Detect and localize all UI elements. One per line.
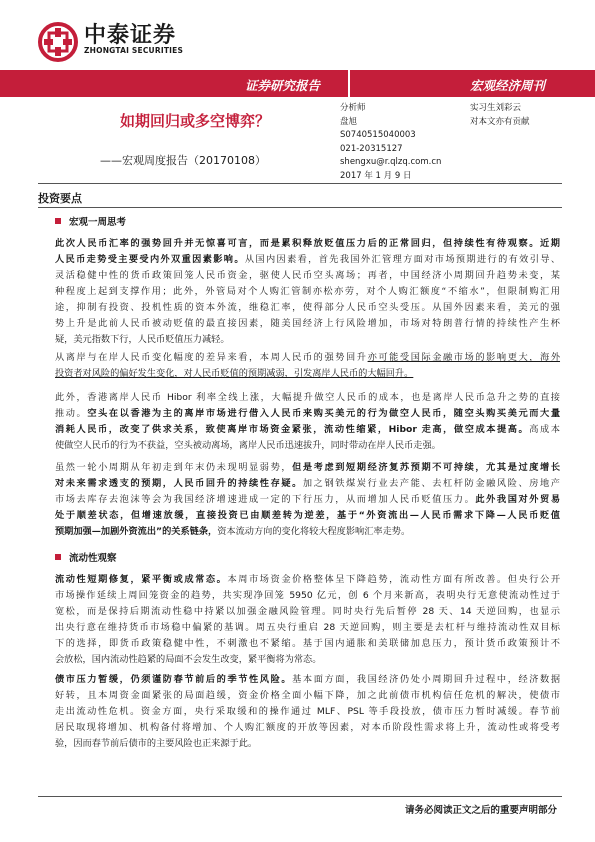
body-text: 本周市场资金价格整体呈下降趋势，流动性方面有所改善。但央行公开 [227, 574, 561, 585]
text-line [55, 390, 560, 406]
body-text: 下的选择，即货币政策稳健中性，不刺激也不紧缩。基于国内通胀和美联储加息压力，预计货币政策预计不 [55, 638, 560, 649]
text-line [55, 406, 560, 422]
text-line [55, 438, 560, 454]
body-text: 出央行意在维持货币市场稳中偏紧的基调。周五央行重启 28 天逆回购，则主要是去杠杆与维持流动性双目标 [55, 622, 560, 633]
underlined-text: 亦可能受国际金融市场的影响更大，海外 [367, 352, 561, 363]
bold-text: 对未来需求透支的预期，人民币回升的持续性存疑。 [55, 478, 303, 489]
company-name-en: ZHONGTAI SECURITIES [84, 46, 184, 55]
body-text: 验，因而春节前后债市的主要风险也正来源于此。 [55, 738, 258, 749]
title-divider [38, 183, 562, 184]
assistant-note: 对本文亦有贡献 [470, 116, 530, 127]
text-line [55, 524, 560, 540]
text-line [55, 316, 560, 332]
analyst-license: S0740515040003 [340, 130, 416, 140]
body-text: 走出流动性危机。资金方面，央行采取缓和的操作通过 MLF、PSL 等手段投放，债市压力暂时减缓。春节前 [55, 706, 560, 717]
body-text: 推动。 [55, 408, 88, 419]
text-line [55, 620, 560, 636]
assistant-info [470, 102, 530, 129]
text-line [55, 636, 560, 652]
assistant-role: 实习生刘彩云 [470, 103, 522, 113]
paragraph [55, 460, 560, 540]
company-name-cn: 中泰证券 [84, 23, 177, 48]
bold-text: 人民币走势受主要受内外双重因素影响。 [55, 254, 245, 265]
footer-disclaimer: 请务必阅读正文之后的重要声明部分 [404, 805, 557, 816]
body-text: 资本流动方向的变化将较大程度影响汇率走势。 [217, 526, 411, 537]
section-divider [38, 207, 562, 208]
body-text: 虽然一轮小周期从年初走到年末仍未现明显弱势， [55, 462, 293, 473]
text-line [55, 492, 560, 508]
paragraph [55, 236, 560, 348]
text-line [55, 672, 560, 688]
body-text: 宽松，而是保持后期流动性稳中持紧以加强金融风险管理。同时央行先后暂停 28 天、14 天逆回购，也显示 [55, 606, 560, 617]
bullet-square-icon [55, 218, 61, 224]
report-date: 2017 年 1 月 9 日 [340, 170, 412, 181]
text-line [55, 252, 560, 268]
body-text: 途，抑制有投资、投机性质的资本外流，维稳汇率，使得部分人民币空头受压。从国外因素来看，美元的强 [55, 302, 560, 313]
bullet-heading: 流动性观察 [55, 550, 117, 564]
body-text: 疑，美元指数下行，人民币贬值压力减轻。 [55, 334, 230, 345]
analyst-info [340, 102, 441, 183]
bold-text: 流动性短期修复，紧平衡或成常态。 [55, 574, 228, 585]
report-series: 宏观经济周刊 [470, 78, 546, 93]
text-line [55, 366, 560, 382]
body-text: 加之钢铁煤炭行业去产能、去杠杆防金融风险、房地产 [302, 478, 560, 489]
bold-text: 债市压力暂缓，仍须谨防春节前后的季节性风险。 [55, 674, 293, 685]
body-text: 使做空人民币的行为不获益，空头被动离场，离岸人民币迅速拔升，同时带动在岸人民币走强。 [55, 440, 441, 451]
body-text: 好转，且本周资金面紧张的局面趋缓，资金价格全面小幅下降，加之此前债市机构信任危机的解决，使债市 [55, 690, 560, 701]
report-title: 如期回归或多空博弈？ [120, 112, 271, 130]
analyst-role: 分析师 [340, 103, 366, 113]
text-line [55, 284, 560, 300]
underlined-text: 投资者对风险的偏好发生变化，对人民币贬值的预期减弱，引发离岸人民币的大幅回升。 [55, 368, 414, 379]
text-line [55, 688, 560, 704]
bold-text: 此外我国对外贸易 [475, 494, 561, 505]
bullet-heading: 宏观一周思考 [55, 214, 126, 228]
text-line [55, 476, 560, 492]
text-line [55, 572, 560, 588]
text-line [55, 736, 560, 752]
paragraph [55, 672, 560, 752]
body-text: 种程度上起到支撑作用；此外，外管局对个人购汇管制亦松亦劳，对个人购汇额度“不缩水”，但限制购汇用 [55, 286, 560, 297]
text-line [55, 720, 560, 736]
section-title: 投资要点 [38, 192, 82, 205]
text-line [55, 332, 560, 348]
text-line [55, 704, 560, 720]
text-line [55, 268, 560, 284]
bold-text: 消耗人民币，改变了供求关系，致使离岸市场资金紧张，流动性缩紧，Hibor 走高，做空成本提高。 [55, 424, 530, 435]
body-text: 居民取现将增加、机构备付将增加、个人购汇额度的开放等因素，对本币阶段性需求将上升，流动性或将受考 [55, 722, 560, 733]
paragraph [55, 390, 560, 454]
body-text: 灵活稳健中性的货币政策回笼人民币资金，驱使人民币空头离场；再者，中国经济小周期回升趋势未变，某 [55, 270, 560, 281]
paragraph [55, 350, 560, 382]
text-line [55, 236, 560, 252]
text-line [55, 422, 560, 438]
bold-text: 空头在以香港为主的离岸市场进行借入人民币来购买美元的行为做空人民币，随空头购买美元而大量 [87, 408, 561, 419]
paragraph [55, 572, 560, 668]
text-line [55, 604, 560, 620]
text-line [55, 460, 560, 476]
bullet-square-icon [55, 554, 61, 560]
banner-divider [348, 70, 350, 97]
body-text: 会放松，国内流动性趋紧的局面不会发生改变，紧平衡将为常态。 [55, 654, 322, 665]
text-line [55, 652, 560, 668]
bold-text: 此次人民币汇率的强势回升并无惊喜可言，而是累积释放贬值压力后的正常回归，但持续性有待观察。近期 [55, 238, 560, 249]
body-text: 市场去库存去泡沫等会为我国经济增速进成一定的下行压力，从而增加人民币贬值压力。 [55, 494, 476, 505]
text-line [55, 350, 560, 366]
text-line [55, 508, 560, 524]
report-subtitle: ——宏观周度报告（20170108） [100, 154, 266, 167]
body-text: 从国内因素看，首先我国外汇管理方面对市场预期进行的有效引导、 [244, 254, 561, 265]
text-line [55, 588, 560, 604]
report-category: 证券研究报告 [245, 78, 321, 93]
bold-text: 但是考虑到短期经济复苏预期不可持续，尤其是过度增长 [292, 462, 561, 473]
text-line [55, 300, 560, 316]
body-text: 此外，香港离岸人民币 Hibor 利率全线上涨，大幅提升做空人民币的成本，也是离岸人民币急升之势的直接 [55, 392, 560, 403]
body-text: 基本面方面，我国经济仍处小周期回升过程中，经济数据 [292, 674, 561, 685]
analyst-email[interactable]: shengxu@r.qlzq.com.cn [340, 157, 442, 167]
footer-divider [38, 796, 562, 797]
body-text: 高成本 [529, 424, 560, 435]
analyst-phone: 021-20315127 [340, 143, 403, 154]
bold-text: 预期加强—加剧外资流出”的关系链条， [55, 526, 218, 537]
body-text: 市场操作延续上周回笼资金的趋势，共实现净回笼 5950 亿元，创 6 个月来新高，表明央行无意使流动性过于 [55, 590, 560, 601]
analyst-name: 盘旭 [340, 116, 358, 127]
body-text: 势上升是此前人民币被动贬值的最直接因素，随美国经济上行风险增加，市场对特朗普行情的持续性产生杯 [55, 318, 560, 329]
company-logo-icon [38, 22, 78, 62]
bold-text: 处于顺差状态，但增速放缓，直接投资已由顺差转为逆差，基于“外资流出—人民币需求下降—人民币贬值 [55, 510, 560, 521]
body-text: 从离岸与在岸人民币变化幅度的差异来看，本周人民币的强势回升 [55, 352, 368, 363]
